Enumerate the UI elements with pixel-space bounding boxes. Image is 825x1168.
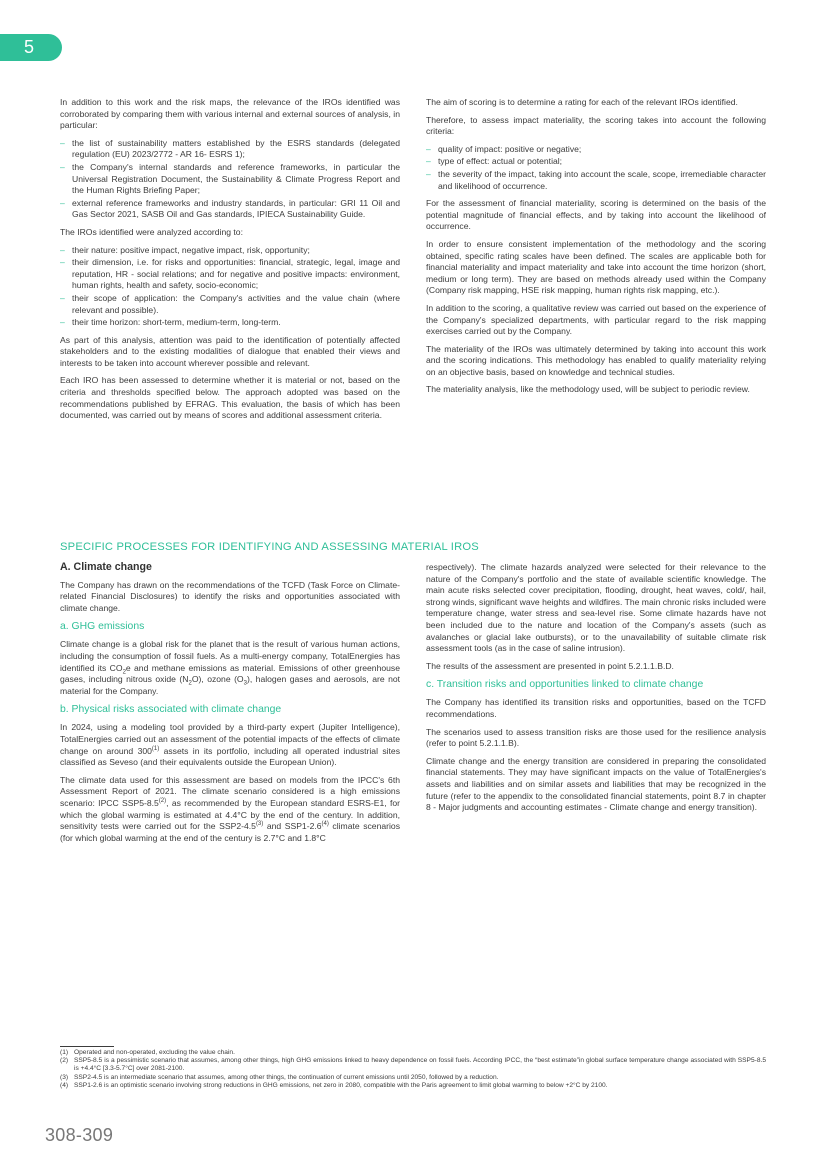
- intro-paragraph: In addition to this work and the risk maps, the relevance of the IROs identified was corroborated by comparing them with various internal and external sources of analysis, in particular:: [60, 97, 400, 131]
- criteria-list: [60, 245, 400, 329]
- stakeholders-paragraph: As part of this analysis, attention was paid to the identification of potentially affected stakeholders and to the existing modalities of dialogue that enabled their views and interests to be taken into account wherever possible and relevant.: [60, 334, 400, 368]
- list-item: – quality of impact: positive or negative;: [426, 143, 582, 154]
- analyzed-intro: The IROs identified were analyzed according to:: [60, 226, 243, 237]
- review-paragraph: The materiality analysis, like the methodology used, will be subject to periodic review.: [426, 384, 750, 395]
- heading-climate-change: A. Climate change: [60, 561, 152, 573]
- heading-ghg-emissions: a. GHG emissions: [60, 621, 145, 633]
- list-item: – external reference frameworks and industry standards, in particular: GRI 11 Oil and Gas Sector 2021, SASB Oil and Gas standards, IPIECA Sustainability Guide.: [60, 197, 400, 220]
- footnote: (4) SSP1-2.6 is an optimistic scenario involving strong reductions in GHG emissions, net zero in 2080, compatible with the Paris agreement to limit global warming to below +2°C by 2100.: [60, 1081, 608, 1089]
- assessed-paragraph: Each IRO has been assessed to determine whether it is material or not, based on the criteria and thresholds specified below. The approach adopted was based on the recommendations published by EFRAG. This evaluation, the basis of which has been documented, was carried out by means of scores and additional assessment criteria.: [60, 375, 400, 421]
- heading-physical-risks: b. Physical risks associated with climate change: [60, 704, 282, 716]
- heading-transition-risks: c. Transition risks and opportunities linked to climate change: [426, 679, 704, 691]
- list-item: – the list of sustainability matters established by the ESRS standards (delegated regulation (EU) 2023/2772 - AR 16- ESRS 1);: [60, 137, 400, 160]
- left-column-top: [60, 97, 400, 428]
- footnote: (1) Operated and non-operated, excluding the value chain.: [60, 1049, 235, 1056]
- qualitative-paragraph: In addition to the scoring, a qualitative review was carried out based on the experience of the Company's specialized departments, with particular regard to the risk mapping exercises carried out by the Company.: [426, 302, 766, 337]
- impact-criteria-list: [426, 144, 766, 192]
- sources-list: [60, 138, 400, 221]
- section-title: SPECIFIC PROCESSES FOR IDENTIFYING AND ASSESSING MATERIAL IROS: [60, 541, 479, 553]
- scenarios-paragraph: The scenarios used to assess transition risks are those used for the resilience analysis (refer to point 5.2.1.1.B).: [426, 726, 766, 749]
- left-column-bottom: [60, 562, 400, 850]
- list-item: – their nature: positive impact, negative impact, risk, opportunity;: [60, 244, 310, 255]
- footnote: (2) SSP5-8.5 is a pessimistic scenario that assumes, among other things, high GHG emissions linked to heavy dependence on fossil fuels. According IPCC, the “best estimate”in global surface temperature change associated with SSP5-8.5 is +4.4°C [3.3-5.7°C] over 2081-2100.: [60, 1057, 766, 1073]
- physical-paragraph: In 2024, using a modeling tool provided by a third-party expert (Jupiter Intelligence), TotalEnergies carried out an assessment of the potential impacts of the effects of climate change on around 300$^{(1)}$ assets in its portfolio, including all operated industrial sites classified as Seveso (and their equivalents outside the European Union).: [60, 722, 400, 768]
- chapter-number: 5: [23, 37, 34, 57]
- footnote: (3) SSP2-4.5 is an intermediate scenario that assumes, among other things, the continuation of current emissions until 2050, followed by a reduction.: [60, 1073, 499, 1081]
- therefore-paragraph: Therefore, to assess impact materiality, the scoring takes into account the following criteria:: [426, 114, 766, 137]
- footnote-rule: [60, 1046, 114, 1047]
- consistent-paragraph: In order to ensure consistent implementation of the methodology and the scoring obtained, specific rating scales have been defined. The scales are applicable both for financial materiality and impact materiality and take into account the time horizon (short, medium or long term). They are based on methods already used within the Company (Company risk mapping, HSE risk mapping, human rights risk mapping, etc.).: [426, 238, 766, 296]
- tcfd-paragraph: The Company has drawn on the recommendations of the TCFD (Task Force on Climate-related Financial Disclosures) to identify the risks and opportunities associated with climate change.: [60, 579, 400, 613]
- climate-data-paragraph: The climate data used for this assessment are based on models from the IPCC's 6th Assessment Report of 2021. The climate scenario considered is a high emissions scenario: IPCC SSP5-8.5$^{(2)}$, as recommended by the European standard ESRS-E1, for which the global warming is estimated at 4.4°C by the end of the century. In addition, sensitivity tests were carried out for the SSP2-4.5$^{(3)}$ and SSP1-2.6$^{(4)}$ climate scenarios (for which global warming at the end of the century is 2.7°C and 1.8°C: [60, 774, 400, 843]
- hazards-paragraph: respectively). The climate hazards analyzed were selected for their relevance to the nature of the Company's portfolio and the state of available scientific knowledge. The main acute risks selected cover precipitation, flooding, drought, heat waves, cold/, hail, strong winds, significant wave heights and wildfires. The main chronic risks included were temperature change, water stress and sea-level rise. Some climate hazards have not been included due to the nature and location of the Company's assets (such as avalanches or glacial lake outbursts), or to the unavailability of suitable climate risk assessment tools (as in the case of saline intrusion).: [426, 562, 766, 654]
- results-paragraph: The results of the assessment are presented in point 5.2.1.1.B.D.: [426, 660, 674, 671]
- materiality-paragraph: The materiality of the IROs was ultimately determined by taking into account this work and the scoring indications. This methodology has enabled to qualify materiality relying on an objective basis, based on knowledge and technical studies.: [426, 343, 766, 377]
- aim-paragraph: The aim of scoring is to determine a rating for each of the relevant IROs identified.: [426, 97, 738, 107]
- list-item: – the Company's internal standards and reference frameworks, in particular the Universal Registration Document, the Sustainability & Climate Progress Report and the Human Rights Briefing Paper;: [60, 161, 400, 196]
- financial-paragraph: For the assessment of financial materiality, scoring is determined on the basis of the potential magnitude of financial effects, and by taking into account the likelihood of occurrence.: [426, 198, 766, 232]
- list-item: – their scope of application: the Company's activities and the value chain (where relevant and possible).: [60, 292, 400, 315]
- footnotes: [60, 1046, 766, 1090]
- right-column-bottom: [426, 562, 766, 820]
- list-item: – the severity of the impact, taking into account the scale, scope, irremediable character and likelihood of occurrence.: [426, 168, 766, 191]
- right-column-top: [426, 97, 766, 402]
- ghg-paragraph: Climate change is a global risk for the planet that is the result of various human actions, including the consumption of fossil fuels. As a multi-energy company, TotalEnergies has identified its $CO_2e$ and methane emissions as material. Emissions of other greenhouse gases, including nitrous oxide $(N_2O)$, ozone $(O_3)$, halogen gases and aerosols, are not material for the Company.: [60, 639, 401, 696]
- page-number: 308-309: [45, 1125, 114, 1145]
- list-item: – type of effect: actual or potential;: [426, 156, 563, 167]
- consolidated-paragraph: Climate change and the energy transition are considered in preparing the consolidated financial statements. They may have significant impacts on the value of TotalEnergies's assets and liabilities and on similar assets and liabilities that may be recognized in the future (refer to the appendix to the consolidated financial statements, point 8.7 in chapter 8 - Major judgments and accounting estimates - Climate change and energy transition).: [426, 755, 766, 813]
- identified-paragraph: The Company has identified its transition risks and opportunities, based on the TCFD recommendations.: [426, 697, 766, 719]
- list-item: – their dimension, i.e. for risks and opportunities: financial, strategic, legal, image and reputation, HR - social relations; and for negative and positive impacts: environment, human rights, health and safety, socio-economic;: [60, 257, 400, 291]
- list-item: – their time horizon: short-term, medium-term, long-term.: [60, 317, 281, 328]
- chapter-tab: [0, 34, 62, 61]
